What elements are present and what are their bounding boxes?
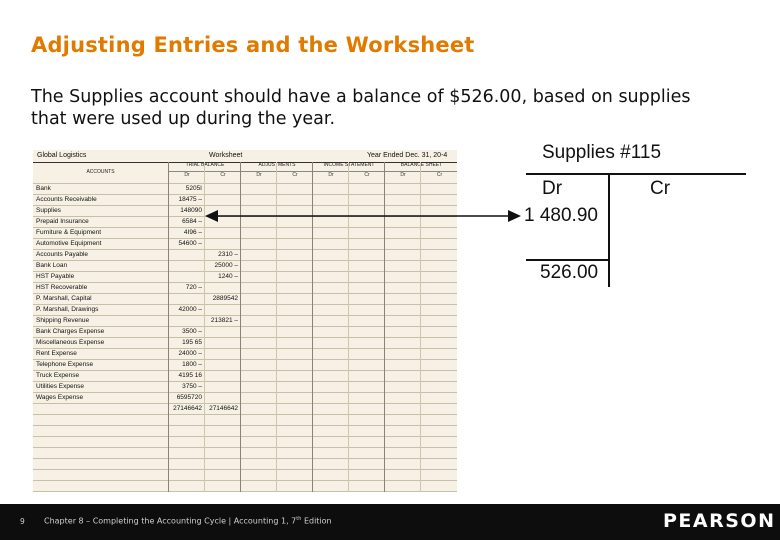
worksheet-trial-balance-dr: 148090: [180, 207, 202, 214]
worksheet-account-name: HST Recoverable: [36, 284, 88, 291]
worksheet-account-name: Rent Expense: [36, 350, 77, 357]
worksheet-account-name: P. Marshall, Capital: [36, 295, 92, 302]
worksheet-sub-cr: Cr: [204, 172, 241, 181]
worksheet-trial-balance-dr: 27146642: [173, 405, 202, 412]
worksheet-trial-balance-dr: 3750 –: [182, 383, 202, 390]
worksheet-section-adjustments: ADJUSTMENTS: [240, 162, 313, 172]
t-account-dr-label: Dr: [542, 178, 563, 199]
worksheet-account-name: Supplies: [36, 207, 61, 214]
worksheet-row-line: [33, 436, 457, 437]
page-number: 9: [20, 517, 25, 526]
worksheet-row: [33, 392, 457, 403]
t-account-balance: 526.00: [540, 262, 599, 283]
worksheet-company: Global Logistics: [37, 152, 87, 159]
worksheet-row: [33, 227, 457, 238]
worksheet-trial-balance-dr: 18475 –: [178, 196, 202, 203]
worksheet-account-name: Truck Expense: [36, 372, 80, 379]
worksheet-trial-balance-cr: 1240 –: [218, 273, 238, 280]
worksheet-account-name: Utilities Expense: [36, 383, 85, 390]
worksheet-row: [33, 293, 457, 304]
worksheet-row: [33, 315, 457, 326]
worksheet-row-line: [33, 469, 457, 470]
worksheet-row: [33, 304, 457, 315]
worksheet-row: [33, 271, 457, 282]
worksheet-row: [33, 183, 457, 194]
worksheet-row: [33, 326, 457, 337]
worksheet-row-line: [33, 480, 457, 481]
worksheet-sub-cr: Cr: [276, 172, 313, 181]
footer-text: Chapter 8 – Completing the Accounting Cycle | Accounting 1, 7th Edition: [44, 516, 332, 526]
worksheet-row-line: [33, 414, 457, 415]
worksheet-row-line: [33, 425, 457, 426]
worksheet-section-trial-balance: TRIAL BALANCE: [168, 162, 241, 172]
worksheet-row-line: [33, 447, 457, 448]
worksheet-section-income-statement: INCOME STATEMENT: [312, 162, 385, 172]
worksheet-trial-balance-dr: 54600 –: [178, 240, 202, 247]
worksheet-row: [33, 348, 457, 359]
worksheet-row: [33, 403, 457, 414]
slide-body-text: The Supplies account should have a balance of $526.00, based on supplies that were used up during the year.: [31, 87, 691, 129]
worksheet-period: Year Ended Dec. 31, 20-4: [367, 152, 448, 159]
pearson-logo: PEARSON: [663, 510, 776, 532]
worksheet-name: Worksheet: [209, 152, 243, 159]
double-arrow-icon: [205, 208, 521, 224]
worksheet-sub-dr: Dr: [168, 172, 205, 181]
worksheet-account-name: Bank Loan: [36, 262, 68, 269]
worksheet-sub-cr: Cr: [348, 172, 385, 181]
worksheet-account-name: Shipping Revenue: [36, 317, 90, 324]
worksheet-account-name: Accounts Payable: [36, 251, 89, 258]
worksheet-row: [33, 194, 457, 205]
worksheet-account-name: Wages Expense: [36, 394, 84, 401]
worksheet-row: [33, 359, 457, 370]
t-account-title: Supplies #115: [542, 142, 662, 163]
t-account-top-rule: [526, 173, 746, 175]
worksheet-account-name: P. Marshall, Drawings: [36, 306, 99, 313]
worksheet-row-line: [33, 458, 457, 459]
worksheet-row: [33, 337, 457, 348]
slide-title: Adjusting Entries and the Worksheet: [31, 33, 475, 57]
worksheet-account-name: Automotive Equipment: [36, 240, 102, 247]
worksheet-sub-dr: Dr: [384, 172, 421, 181]
worksheet-row: [33, 260, 457, 271]
worksheet-row-line: [33, 491, 457, 492]
worksheet-account-name: Miscellaneous Expense: [36, 339, 105, 346]
worksheet-trial-balance-dr: 4I96 –: [183, 229, 202, 236]
worksheet-sub-dr: Dr: [240, 172, 277, 181]
worksheet-trial-balance-dr: 6595720: [176, 394, 202, 401]
worksheet-trial-balance-dr: 3500 –: [182, 328, 202, 335]
worksheet-row: [33, 282, 457, 293]
worksheet-account-name: Bank: [36, 185, 51, 192]
worksheet-trial-balance-dr: 4195 16: [178, 372, 202, 379]
worksheet-account-name: Furniture & Equipment: [36, 229, 102, 236]
worksheet-accounts-header: ACCOUNTS: [86, 169, 115, 175]
worksheet-account-name: Telephone Expense: [36, 361, 94, 368]
worksheet-trial-balance-cr: 213821 –: [210, 317, 238, 324]
t-account-debit-entry: 1 480.90: [524, 205, 598, 226]
worksheet-sub-cr: Cr: [420, 172, 457, 181]
worksheet-account-name: Accounts Receivable: [36, 196, 97, 203]
t-account-cr-label: Cr: [650, 178, 671, 199]
worksheet-section-balance-sheet: BALANCE SHEET: [384, 162, 457, 172]
worksheet-trial-balance-dr: 720 –: [185, 284, 202, 291]
worksheet-sub-dr: Dr: [312, 172, 349, 181]
worksheet-row: [33, 238, 457, 249]
worksheet-trial-balance-cr: 25000 –: [214, 262, 238, 269]
worksheet-account-name: Bank Charges Expense: [36, 328, 105, 335]
worksheet-trial-balance-cr: 2310 –: [218, 251, 238, 258]
worksheet-trial-balance-dr: 5205I: [185, 185, 202, 192]
worksheet-row: [33, 249, 457, 260]
worksheet-image: [33, 150, 457, 492]
worksheet-trial-balance-dr: 24000 –: [178, 350, 202, 357]
t-account-total-rule: [526, 259, 608, 261]
worksheet-trial-balance-cr: 2889542: [212, 295, 238, 302]
worksheet-trial-balance-dr: 195 65: [182, 339, 202, 346]
worksheet-trial-balance-dr: 6584 –: [182, 218, 202, 225]
worksheet-row: [33, 381, 457, 392]
worksheet-row: [33, 370, 457, 381]
worksheet-trial-balance-cr: 27146642: [209, 405, 238, 412]
worksheet-account-name: Prepaid Insurance: [36, 218, 89, 225]
worksheet-trial-balance-dr: 42000 –: [178, 306, 202, 313]
worksheet-account-name: HST Payable: [36, 273, 75, 280]
t-account-center-rule: [608, 173, 610, 287]
worksheet-trial-balance-dr: 1800 –: [182, 361, 202, 368]
